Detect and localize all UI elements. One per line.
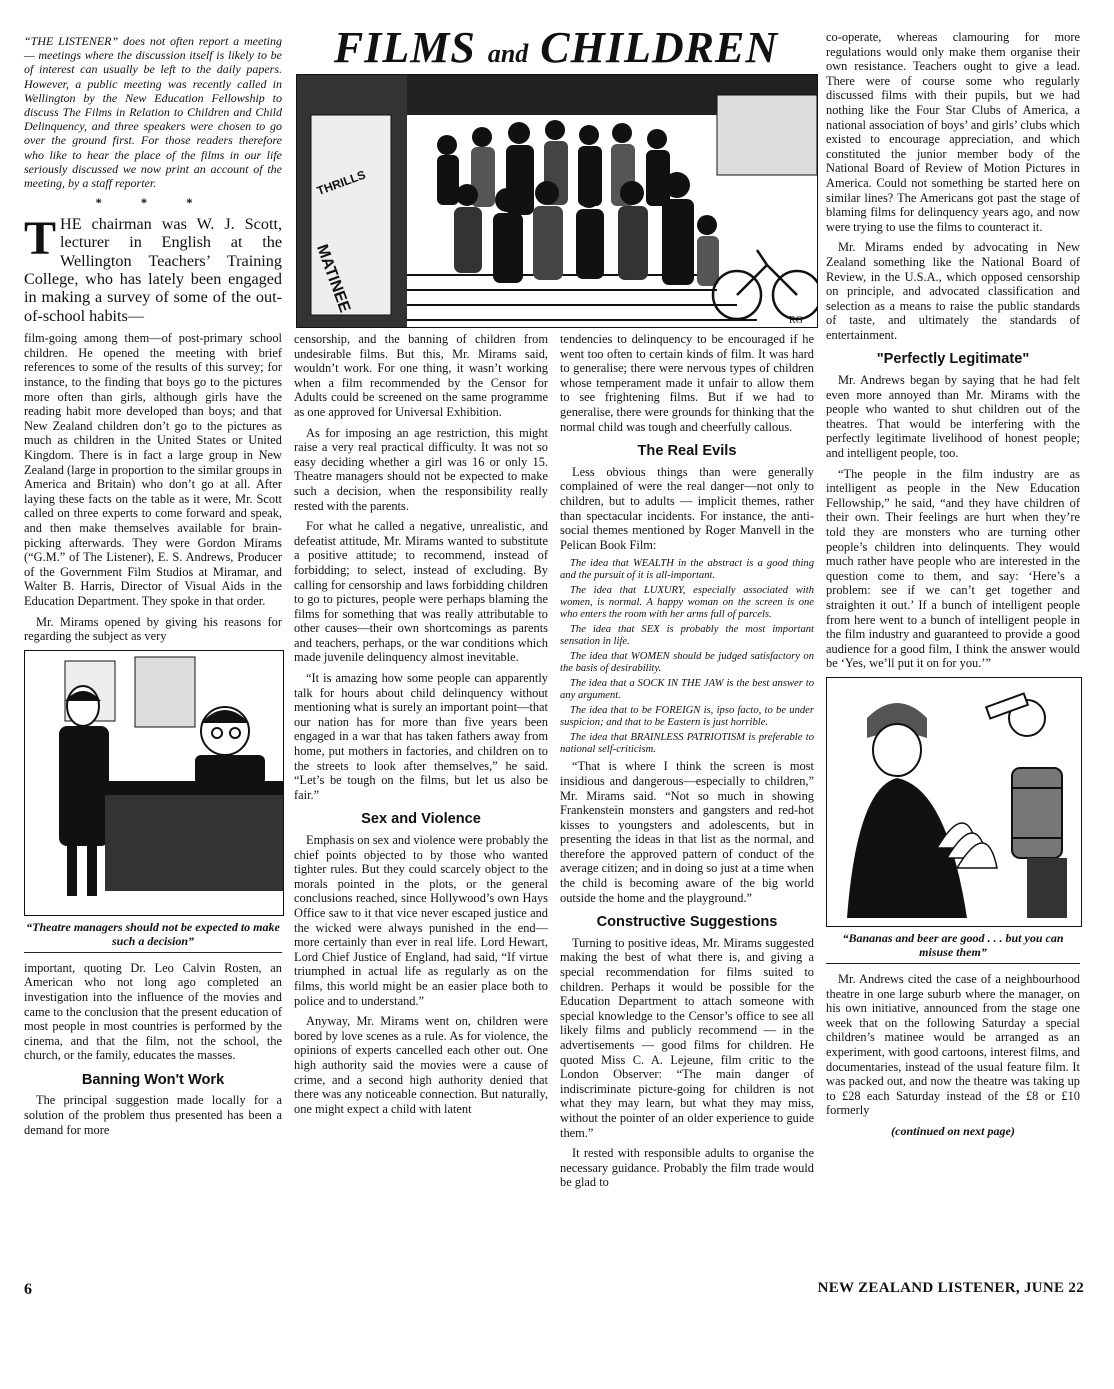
subhead-constructive: Constructive Suggestions	[596, 914, 778, 931]
page-number: 6	[24, 1281, 32, 1298]
col4-para-2: Mr. Mirams ended by advocating in New Zealand something like the National Board of Review, in the U.S.A., which opposed censorship on principle, and advocated classification and selection as a means to raise the public standards of taste, and ultimately the standards of entertainment.	[826, 240, 1080, 342]
thrills-sign-text: THRILLS	[315, 167, 368, 199]
col4-para-4: “The people in the film industry are as intelligent as people in the New Education Fellowship,” he said, “and they have children of their own. Their feelings are hurt when they’re told they are monsters who are turning other people’s children into delinquents. They would much rather have people who are interested in the question come to them, and say: ‘Here’s a problem: see if we can’t get together and straighten it out.’ If a bunch of intelligent people from here went to a bunch of intelligent people in the film industry and guaranteed to provide a good audience for a good film, I think the answer would be ‘Yes, we’ll put it on for you.’”	[826, 466, 1080, 671]
bananas-illustration	[826, 677, 1082, 927]
crowd-drawing	[297, 75, 817, 327]
col3-para-1: tendencies to delinquency to be encouraged if he went too often to certain kinds of film. It was hard to generalise; there were nervous types of children whose temperament made it unfair to allow them to see frightening films. But if we had to generalise, there were grounds for thinking that the normal child was tough and cheerfully callous.	[560, 332, 814, 434]
col3-para-5: It rested with responsible adults to organise the necessary guidance. Probably the film trade would be glad to	[560, 1146, 814, 1190]
col2-para-1: censorship, and the banning of children from undesirable films. But this, Mr. Mirams said, wouldn’t work. For one thing, it wasn’t working when a film recommended by the Censor for Adults could be screened on the same programme as one approved for Universal Exhibition.	[294, 332, 548, 419]
col1-para-1: film-going among them—of post-primary school children. He opened the meeting with brief references to some of the results of this survey; for instance, to the finding that boys go to the pictures more often than girls, although girls have the reading habit more developed than boys; and that New Zealand children don’t go to the pictures as much as children in the United States or United Kingdom. There is in fact a large group in New Zealand (large in proportion to the similar groups in America and Britain) who don’t go at all. After laying these facts on the table as it were, Mr. Scott called on three experts to come forward and speak, and then make themselves available for brain-picking afterwards. They were Gordon Mirams (“G.M.” of The Listener), E. S. Andrews, Producer of the Government Film Studios at Miramar, and Walter B. Harris, Director of Visual Aids in the Education Department. They spoke in that order.	[24, 331, 282, 608]
drop-cap: T	[24, 211, 57, 265]
title-children: CHILDREN	[540, 23, 779, 72]
column-2	[294, 332, 548, 1122]
col4-para-1: co-operate, whereas clamouring for more regulations would only make them organise their own resistance. Teachers ought to give a lead. There were of course some who regularly discussed films with their pupils, but we had nothing like the Four Star Clubs of America, a national association of boys’ and girls’ clubs which existed to encourage appreciation, and which constituted the junior member body of the National Board of Review of Motion Pictures in America. Could not something be started here on similar lines? The Americans got past the stage of blaming films for delinquency years ago, and now were trying to use the films to counteract it.	[826, 30, 1080, 234]
caption-theatre-managers: “Theatre managers should not be expected to make such a decision”	[26, 919, 280, 948]
col1-para-4: The principal suggestion made locally for a solution of the problem thus presented has been a demand for more	[24, 1093, 282, 1137]
column-3	[560, 332, 814, 1196]
subhead-sex-violence: Sex and Violence	[361, 811, 481, 828]
quote-item: The idea that to be FOREIGN is, ipso facto, to be under suspicion; and that to be Eastern is just horrible.	[560, 705, 814, 729]
col1-para-3: important, quoting Dr. Leo Calvin Rosten, an American who not long ago completed an investigation into the influence of the movies and came to the conclusion that the present education of most people in most countries is performed by the cinema, and that the film, not the school, the church, or the family, educates the masses.	[24, 960, 282, 1063]
quote-list	[560, 558, 814, 756]
col2-para-3: For what he called a negative, unrealistic, and defeatist attitude, Mr. Mirams wanted to substitute a positive attitude; to recommend, instead of forbidding; to select, instead of excluding. By calling for censorship and laws forbidding children to go to pictures, people were perhaps blaming the films for something that was really attributable to other causes—their own shortcomings as parents and teachers, perhaps, or the war conditions which made juvenile delinquency almost inevitable.	[294, 519, 548, 665]
col3-para-4: Turning to positive ideas, Mr. Mirams suggested making the best of what there is, and giving a special recommendation for films suited to children. Perhaps it would be possible for the Education Department to attach someone with special knowledge to the Censor’s office to see all likely films and publicly recommend — in the advertisements — good films for children. He quoted Miss C. A. Lejeune, film critic to the London Observer: “The main danger of indiscriminate picture-going for children is not what they may learn, but what they may miss, without the pointer of an older experience to guide them.”	[560, 935, 814, 1140]
quote-item: The idea that WEALTH in the abstract is a good thing and the pursuit of it is all-important.	[560, 558, 814, 582]
subhead-perfectly-legitimate: "Perfectly Legitimate"	[876, 351, 1030, 368]
subhead-real-evils: The Real Evils	[637, 443, 737, 460]
masthead: NEW ZEALAND LISTENER, JUNE 22	[817, 1280, 1084, 1296]
col4-para-5: Mr. Andrews cited the case of a neighbourhood theatre in one large suburb where the manager, on his own initiative, announced from the stage one week that on the following Saturday a special children’s matinee would be arranged as an experiment, with good cartoons, interest films, and documentaries, instead of the usual feature film. It was packed out, and now the theatre was taking up to £28 each Saturday instead of the £8 or £10 formerly	[826, 971, 1080, 1118]
column-4	[826, 30, 1080, 1138]
intro-paragraph: “THE LISTENER” does not often report a meeting — meetings where the discussion itself is likely to be of interest can usually be left to the daily papers. However, a public meeting was recently called in Wellington by the New Education Fellowship to discuss The Films in Relation to Children and Child Delinquency, and three speakers were chosen to go over the ground first. For those readers therefore who like to hear the place of the films in our life seriously discussed we now print an account of the meeting, by a staff reporter.	[24, 34, 282, 191]
section-stars: * * *	[95, 196, 211, 211]
caption-bananas: “Bananas and beer are good . . . but you can misuse them”	[842, 930, 1064, 959]
caption-rule-2	[826, 963, 1080, 964]
bananas-drawing	[827, 678, 1081, 926]
crowd-illustration	[296, 74, 818, 328]
caption-rule	[24, 952, 282, 953]
col1-para-2: Mr. Mirams opened by giving his reasons for regarding the subject as very	[24, 614, 282, 644]
title-and: and	[487, 39, 529, 68]
matinee-sign-text: MATINEE	[312, 242, 354, 315]
column-1	[24, 34, 282, 1143]
quote-item: The idea that SEX is probably the most important sensation in life.	[560, 624, 814, 648]
col2-para-2: As for imposing an age restriction, this might raise a very real practical difficulty. It was not so easy deciding whether a girl was 16 or only 15. Theatre managers should not be expected to make such a decision, when the responsibility really rested with the parents.	[294, 425, 548, 513]
col3-para-2: Less obvious things than were generally complained of were the real danger—not only to children, but to adults — implicit themes, rather than spectacular incidents. For instance, the anti-social themes mentioned by Roger Manvell in the Pelican Book Film:	[560, 464, 814, 552]
quote-item: The idea that LUXURY, especially associated with women, is normal. A happy woman on the screen is one who enters the room with her arms full of parcels.	[560, 585, 814, 621]
page-title	[296, 23, 816, 72]
continued-note: (continued on next page)	[891, 1123, 1015, 1138]
theatre-manager-illustration	[24, 650, 284, 916]
col2-para-6: Anyway, Mr. Mirams went on, children were bored by love scenes as a rule. As for violence, the opinions of experts cancelled each other out. One high authority said the movies were a cause of crime, and a second high authority denied that there was any noticeable connection. But naturally, one might expect a child with latent	[294, 1014, 548, 1116]
quote-item: The idea that a SOCK IN THE JAW is the best answer to any argument.	[560, 678, 814, 702]
col3-para-3: “That is where I think the screen is most insidious and dangerous—especially to children,” Mr. Mirams said. “Not so much in showing Frankenstein monsters and gangsters and red-hot kisses to youngsters and adolescents, but in presenting the ideas in that list as the normal, and therefore the approved pattern of conduct of the average citizen; and in doing so just at a time when the child is becoming aware of the big world outside the home and the playground.”	[560, 759, 814, 905]
quote-item: The idea that WOMEN should be judged satisfactory on the basis of desirability.	[560, 651, 814, 675]
lead-text: HE chairman was W. J. Scott, lecturer in English at the Wellington Teachers’ Training College, who has lately been engaged in making a survey of some of the out-of-school habits—	[24, 214, 282, 325]
subhead-banning: Banning Won't Work	[81, 1071, 225, 1088]
quote-item: The idea that BRAINLESS PATRIOTISM is preferable to national self-criticism.	[560, 732, 814, 756]
title-films: FILMS	[333, 23, 476, 72]
artist-signature: RG	[789, 315, 803, 326]
lead-paragraph	[24, 211, 282, 325]
col2-para-5: Emphasis on sex and violence were probably the chief points objected to by those who wanted tighter rules. But they could scarcely object to the morals pointed in the plots, or the general conclusions reached, since Hollywood’s own Hays Office saw to it that vice never escaped justice and the wicked were always punished in the end—more certainly than ever in real life. Lord Hewart, Lord Chief Justice of England, had said, “If virtue triumphed in actual life as regularly as on the films, this world might be an easier place both to police and to understand.”	[294, 833, 548, 1008]
col2-para-4: “It is amazing how some people can apparently talk for hours about child delinquency without mentioning what is surely an important point—that our nation has for more than five years been engaged in a war that has taken fathers away from home, put mothers in factories, and children on to the streets to look after themselves,” he said. “Let’s be tough on the films, but let us also be fair.”	[294, 671, 548, 802]
theatre-manager-drawing	[25, 651, 283, 915]
col4-para-3: Mr. Andrews began by saying that he had felt even more annoyed than Mr. Mirams with the people who wanted to shut children out of the theatres. That would be interfering with the perfectly legitimate livelihood of honest people; and intelligent people, too.	[826, 373, 1080, 461]
